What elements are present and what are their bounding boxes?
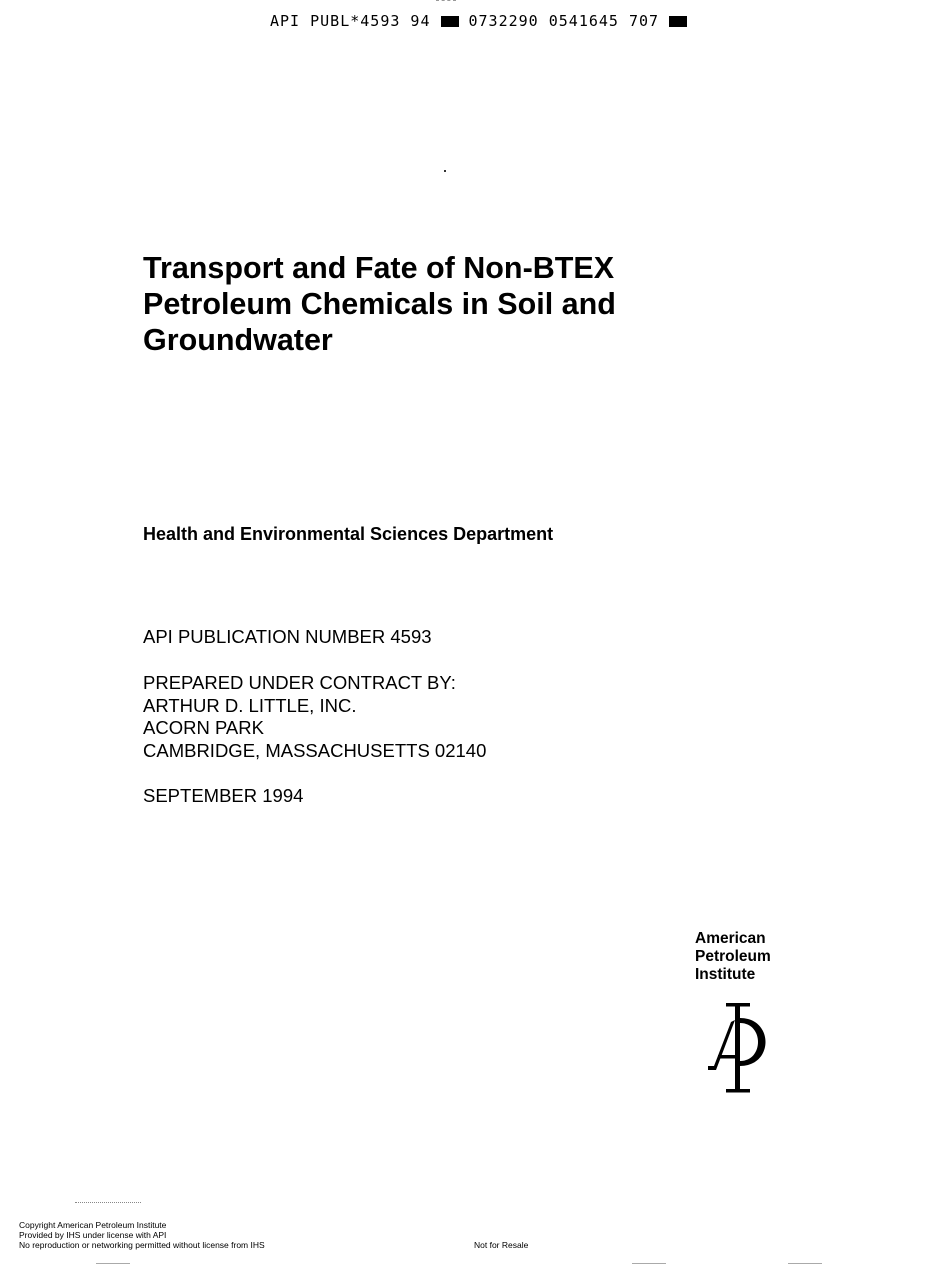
- publication-number: API PUBLICATION NUMBER 4593: [143, 626, 432, 647]
- scan-rule: [788, 1263, 822, 1265]
- title-line: Groundwater: [143, 323, 333, 357]
- publication-date: SEPTEMBER 1994: [143, 785, 304, 806]
- copyright-line: No reproduction or networking permitted without license from IHS: [19, 1240, 265, 1250]
- organization-line: Petroleum: [695, 948, 771, 965]
- prepared-by-block: [143, 672, 486, 762]
- barcode-block-icon: [441, 16, 459, 27]
- scan-rule: [96, 1263, 130, 1265]
- document-title: [143, 250, 703, 358]
- title-line: Petroleum Chemicals in Soil and: [143, 287, 616, 321]
- scan-mark: [436, 0, 456, 3]
- organization-name: [695, 930, 771, 984]
- prepared-line: PREPARED UNDER CONTRACT BY:: [143, 672, 456, 693]
- prepared-line: ARTHUR D. LITTLE, INC.: [143, 694, 357, 716]
- copyright-line: Provided by IHS under license with API: [19, 1230, 167, 1240]
- document-code-left: API PUBL*4593 94: [270, 12, 431, 30]
- copyright-line: Copyright American Petroleum Institute: [19, 1220, 167, 1230]
- document-code-middle: 0732290 0541645 707: [468, 12, 660, 30]
- scan-speck: [444, 170, 446, 172]
- prepared-line: ACORN PARK: [143, 717, 264, 738]
- organization-line: Institute: [695, 966, 756, 983]
- prepared-line: CAMBRIDGE, MASSACHUSETTS 02140: [143, 739, 487, 761]
- copyright-notice: [19, 1220, 265, 1250]
- api-monogram-icon: [704, 1000, 776, 1096]
- scan-rule: [632, 1263, 666, 1265]
- barcode-block-icon: [669, 16, 687, 27]
- scan-dots: [75, 1202, 141, 1205]
- department-name: Health and Environmental Sciences Department: [143, 524, 554, 544]
- document-code-header: [270, 12, 697, 30]
- organization-line: American: [695, 930, 766, 947]
- not-for-resale-notice: Not for Resale: [474, 1240, 529, 1250]
- title-line: Transport and Fate of Non-BTEX: [143, 251, 615, 285]
